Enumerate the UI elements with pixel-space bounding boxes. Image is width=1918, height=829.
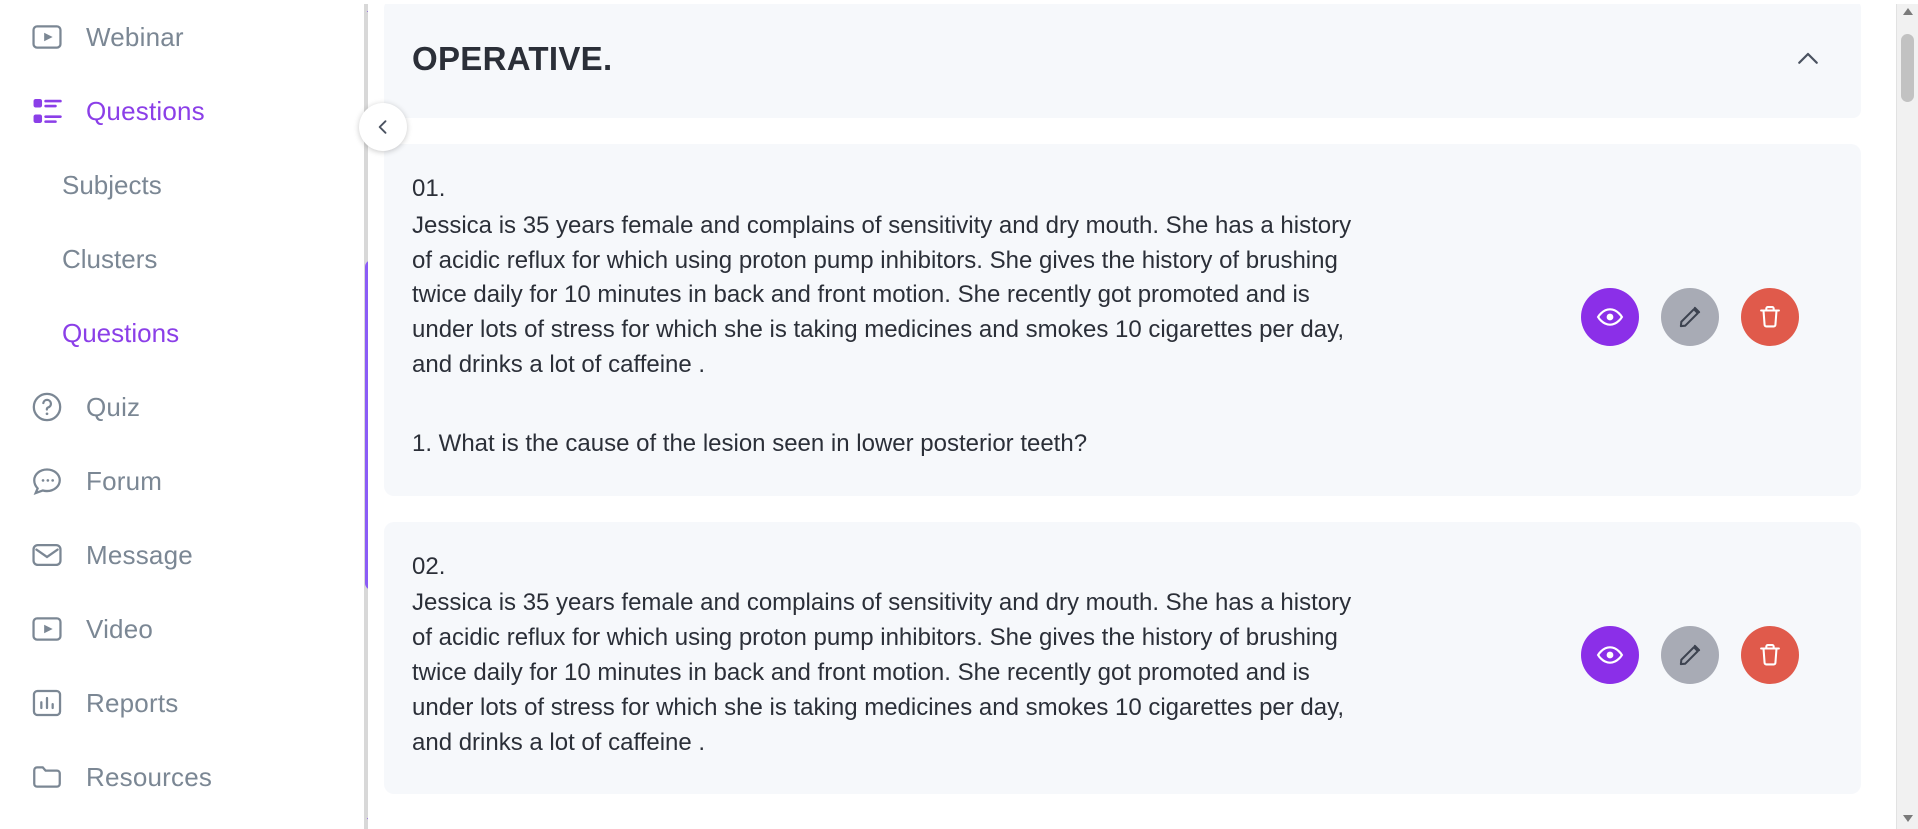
chevron-up-icon [1793, 44, 1823, 74]
sidebar-subnav [0, 148, 368, 370]
sidebar-item-reports[interactable] [0, 666, 368, 740]
main-content [368, 0, 1918, 829]
sidebar-scroll-thumb[interactable] [365, 260, 368, 590]
delete-question-button[interactable] [1741, 626, 1799, 684]
page-scrollbar[interactable] [1896, 0, 1918, 829]
forum-chat-icon [26, 460, 68, 502]
question-body [412, 550, 1422, 761]
delete-question-button[interactable] [1741, 288, 1799, 346]
page-scroll-thumb[interactable] [1901, 34, 1914, 102]
question-card [384, 144, 1861, 496]
questions-scroll-area [368, 0, 1896, 829]
sidebar-item-label: Questions [86, 95, 205, 126]
sidebar-item-label: Webinar [86, 21, 184, 52]
sidebar [0, 0, 368, 829]
sidebar-item-forum[interactable] [0, 444, 368, 518]
sidebar-sub-list [0, 148, 368, 370]
reports-chart-icon [26, 682, 68, 724]
trash-icon [1757, 304, 1783, 330]
trash-icon [1757, 642, 1783, 668]
sidebar-nav-list [0, 0, 368, 814]
question-number: 02. [412, 552, 446, 580]
question-actions [1581, 288, 1827, 346]
quiz-help-icon [26, 386, 68, 428]
chevron-left-icon [373, 117, 393, 137]
message-envelope-icon [26, 534, 68, 576]
sidebar-item-label: Quiz [86, 391, 141, 422]
sidebar-item-label: Forum [86, 465, 163, 496]
sidebar-subitem-subjects[interactable] [0, 148, 368, 222]
questions-list-icon [26, 90, 68, 132]
pencil-icon [1677, 642, 1703, 668]
question-number: 01. [412, 175, 446, 202]
resources-folder-icon [26, 756, 68, 798]
sidebar-item-questions[interactable] [0, 74, 368, 148]
sidebar-item-label: Reports [86, 687, 179, 718]
sidebar-item-video[interactable] [0, 592, 368, 666]
view-question-button[interactable] [1581, 626, 1639, 684]
section-header-operative[interactable] [384, 0, 1861, 118]
sidebar-item-webinar[interactable] [0, 0, 368, 74]
question-actions [1581, 626, 1827, 684]
edit-question-button[interactable] [1661, 626, 1719, 684]
pencil-icon [1677, 304, 1703, 330]
sidebar-subitem-label: Subjects [62, 169, 162, 200]
sidebar-scroll-down-arrow[interactable] [364, 813, 368, 829]
page-scroll-down-arrow[interactable] [1897, 807, 1918, 829]
sidebar-item-resources[interactable] [0, 740, 368, 814]
sidebar-item-label: Message [86, 539, 193, 570]
collapse-sidebar-button[interactable] [359, 103, 407, 151]
sidebar-subitem-questions[interactable] [0, 296, 368, 370]
question-card [384, 522, 1861, 795]
sidebar-item-message[interactable] [0, 518, 368, 592]
edit-question-button[interactable] [1661, 288, 1719, 346]
sidebar-item-label: Video [86, 613, 154, 644]
sidebar-item-label: Resources [86, 761, 213, 792]
eye-icon [1596, 303, 1624, 331]
section-collapse-toggle[interactable] [1791, 42, 1825, 76]
video-play-icon [26, 608, 68, 650]
viewport-top-edge [0, 0, 1918, 4]
webinar-video-icon [26, 16, 68, 58]
sidebar-subitem-label: Questions [62, 317, 180, 348]
sidebar-subitem-label: Clusters [62, 243, 158, 274]
question-text: Jessica is 35 years female and complains of sensitivity and dry mouth. She has a history of acidic reflux for which using proton pump inhibitors. She gives the history of brushing twice daily for 10 minutes in back and front motion. She recently got promoted and is under lots of stress for which she is taking medicines and smokes 10 cigarettes per day, and drinks a lot of caffeine . [412, 211, 1352, 378]
question-body [412, 172, 1422, 462]
view-question-button[interactable] [1581, 288, 1639, 346]
sidebar-subitem-clusters[interactable] [0, 222, 368, 296]
sidebar-item-quiz[interactable] [0, 370, 368, 444]
eye-icon [1596, 641, 1624, 669]
question-text: Jessica is 35 years female and complains of sensitivity and dry mouth. She has a history of acidic reflux for which using proton pump inhibitors. She gives the history of brushing twice daily for 10 minutes in back and front motion. She recently got promoted and is under lots of stress for which she is taking medicines and smokes 10 cigarettes per day, and drinks a lot of caffeine . [412, 589, 1352, 756]
question-subquestion: 1. What is the cause of the lesion seen in lower posterior teeth? [412, 429, 1088, 457]
section-title: OPERATIVE. [412, 40, 613, 77]
